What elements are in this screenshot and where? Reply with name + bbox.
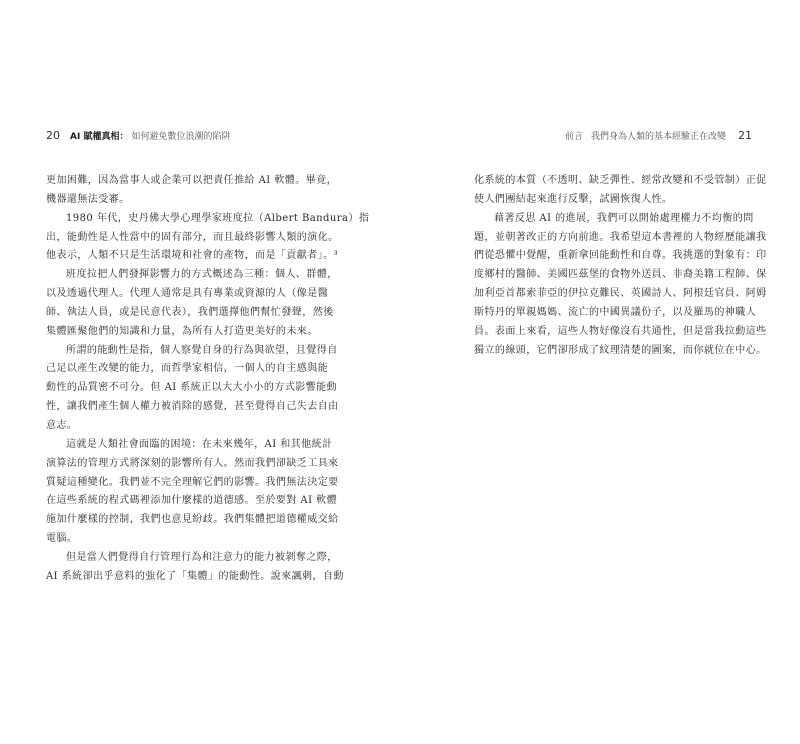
text-line: 出，能動性是人性當中的固有部分，而且最終影響人類的演化。 <box>46 231 339 243</box>
text-line: 班度拉把人們發揮影響力的方式概述為三種：個人、群體， <box>66 269 338 281</box>
text-line: 意志。 <box>46 419 78 431</box>
text-line: 在這些系統的程式碼裡添加什麼樣的道德感。至於要對 AI 軟體 <box>46 495 338 507</box>
right-body-text <box>474 172 767 360</box>
running-head-book-subtitle: 如何避免數位浪潮的陷阱 <box>131 132 231 142</box>
running-head-book-title: AI 賦權真相： <box>70 132 129 142</box>
text-line: 他表示，人類不只是生活環境和社會的產物，而是「貢獻者」。³ <box>46 250 339 262</box>
running-head-chapter-label: 前言 <box>564 132 583 142</box>
text-line: 斯特丹的單親媽媽、流亡的中國異議份子，以及羅馬的神職人 <box>474 306 757 318</box>
right-running-head <box>565 129 752 142</box>
text-line: 性，讓我們產生個人權力被消除的感覺，甚至覺得自己失去自由 <box>46 401 339 413</box>
text-line: 藉著反思 AI 的進展，我們可以開始處理權力不均衡的問 <box>494 212 754 224</box>
text-line: 題，並朝著改正的方向前進。我希望這本書裡的人物經歷能讓我 <box>474 231 767 243</box>
text-line: 使人們團結起來進行反擊，試圖恢復人性。 <box>474 193 673 205</box>
text-line: 動性的品質密不可分。但 AI 系統正以大大小小的方式影響能動 <box>46 382 338 394</box>
text-line: 機器還無法受審。 <box>46 193 130 205</box>
left-running-head <box>46 129 230 142</box>
text-line: 更加困難，因為當事人或企業可以把責任推給 AI 軟體。畢竟， <box>46 175 338 186</box>
text-line: 加利亞首都索菲亞的伊拉克難民、英國詩人、阿根廷官員、阿姆 <box>474 288 767 300</box>
text-line: 1980 年代，史丹佛大學心理學家班度拉（Albert Bandura）指 <box>66 212 370 224</box>
text-line: 這就是人類社會面臨的困境：在未來幾年，AI 和其他統計 <box>66 438 333 450</box>
text-line: 施加什麼樣的控制，我們也意見紛歧。我們集體把道德權威交給 <box>46 514 339 526</box>
text-line: 度鄉村的醫師、美國匹茲堡的食物外送員、非裔美籍工程師、保 <box>474 269 767 281</box>
text-line: 己足以產生改變的能力，而哲學家相信，一個人的自主感與能 <box>46 363 329 375</box>
text-line: 們從恐懼中覺醒，重新拿回能動性和自尊。我挑選的對象有：印 <box>474 250 767 262</box>
text-line: 但是當人們覺得自行管理行為和注意力的能力被剝奪之際， <box>66 551 338 563</box>
text-line: AI 系統卻出乎意料的強化了「集體」的能動性。說來諷刺，自動 <box>46 570 344 582</box>
left-body-text <box>46 172 370 587</box>
page-number-left: 20 <box>46 129 60 142</box>
right-page <box>400 0 800 744</box>
text-line: 以及透過代理人。代理人通常是具有專業或資源的人（像是醫 <box>46 288 329 300</box>
text-line: 演算法的管理方式將深刻的影響所有人。然而我們卻缺乏工具來 <box>46 457 339 469</box>
text-line: 獨立的線頭，它們卻形成了紋理清楚的圖案，而你就位在中心。 <box>474 344 767 356</box>
text-line: 電腦。 <box>46 533 78 545</box>
text-line: 員。表面上來看，這些人物好像沒有共通性，但是當我拉動這些 <box>474 325 767 337</box>
text-line: 質疑這種變化。我們並不完全理解它們的影響。我們無法決定要 <box>46 476 339 488</box>
text-line: 集體匯聚他們的知識和力量，為所有人打造更美好的未來。 <box>46 325 318 337</box>
text-line: 所謂的能動性是指，個人察覺自身的行為與欲望，且覺得自 <box>66 344 338 356</box>
text-line: 化系統的本質（不透明、缺乏彈性、經常改變和不受管制）正促 <box>474 175 767 186</box>
running-head-chapter-title: 我們身為人類的基本經驗正在改變 <box>590 132 726 142</box>
text-line: 師、執法人員，或是民意代表），我們選擇他們幫忙發聲，然後 <box>46 306 334 318</box>
page-number-right: 21 <box>738 129 752 142</box>
